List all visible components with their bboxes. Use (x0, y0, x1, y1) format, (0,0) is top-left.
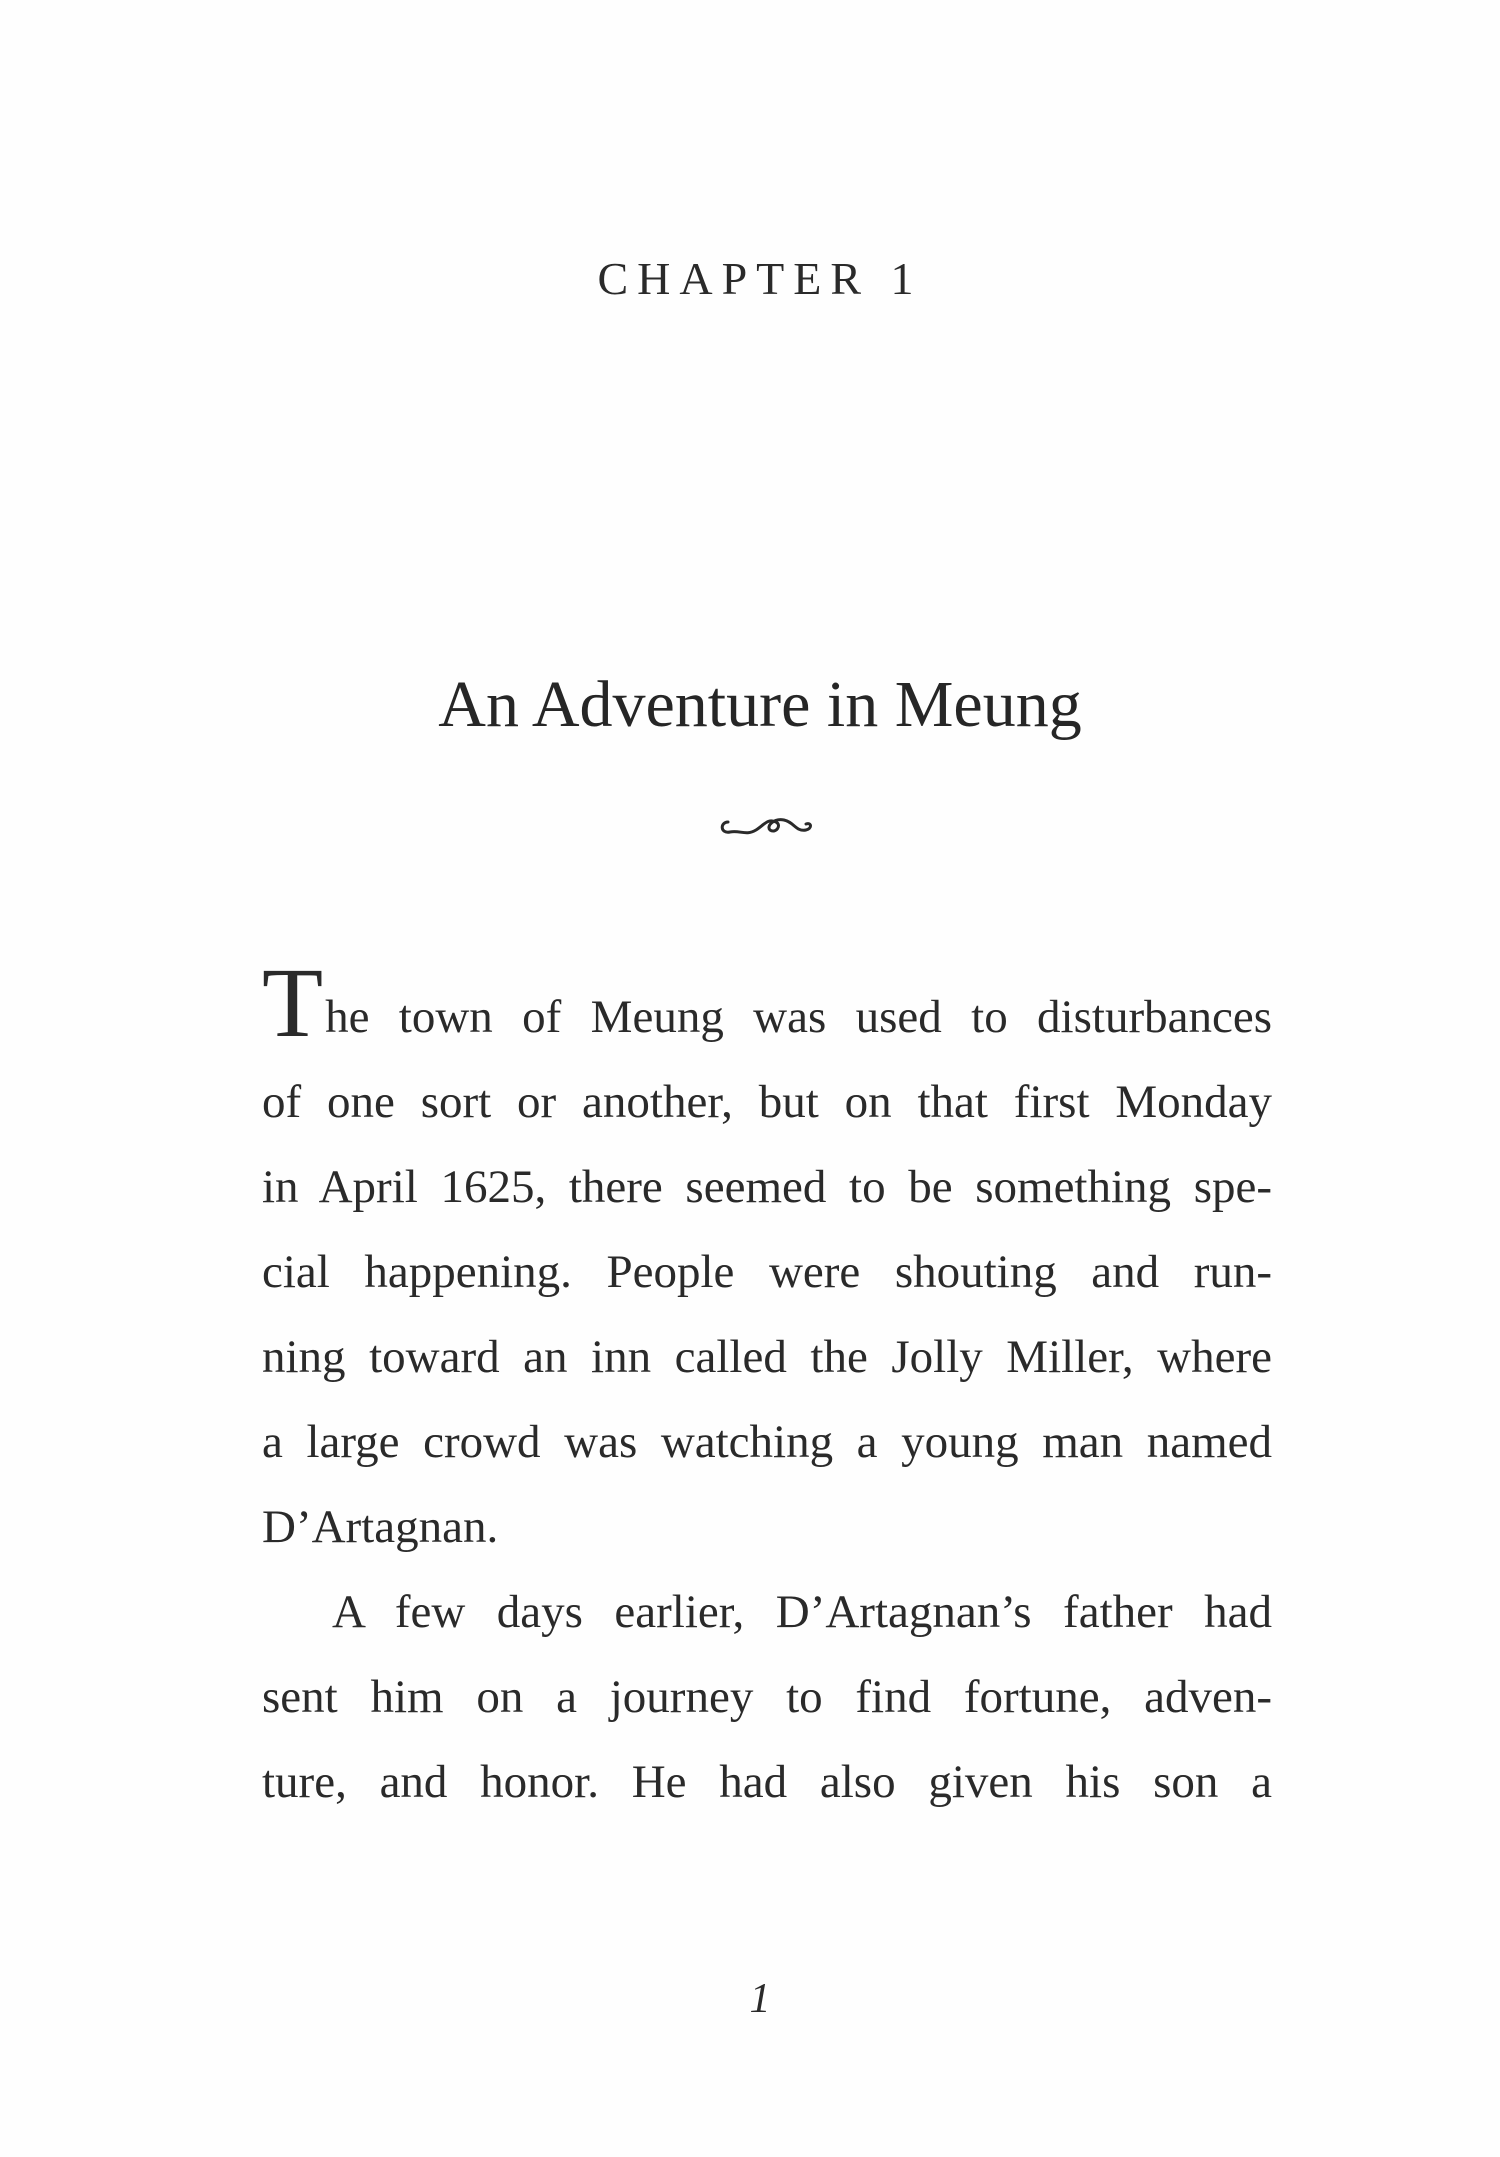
paragraph-1 (262, 947, 1272, 1570)
chapter-label: CHAPTER 1 (597, 253, 923, 304)
text-line: in April 1625, there seemed to be something spe- (262, 1161, 1272, 1213)
text-line (262, 947, 1272, 1060)
text-line (262, 1570, 1272, 1655)
scroll-flourish-icon (716, 808, 816, 844)
text-line: a large crowd was watching a young man named (262, 1416, 1272, 1468)
drop-cap: T (262, 947, 324, 1058)
text-line: ning toward an inn called the Jolly Miller, where (262, 1331, 1272, 1383)
paragraph-2 (262, 1570, 1272, 1825)
text-line: ture, and honor. He had also given his son a (262, 1756, 1272, 1808)
chapter-body (262, 947, 1272, 1825)
page-number: 1 (749, 1976, 771, 2022)
chapter-title: An Adventure in Meung (438, 668, 1082, 741)
text-line: D’Artagnan. (262, 1501, 499, 1553)
text-line-content: A few days earlier, D’Artagnan’s father had (332, 1586, 1272, 1638)
text-line: sent him on a journey to find fortune, adven- (262, 1671, 1272, 1723)
text-line: of one sort or another, but on that first Monday (262, 1076, 1272, 1128)
text-line-content: he town of Meung was used to disturbances (325, 991, 1272, 1043)
text-line: cial happening. People were shouting and run- (262, 1246, 1272, 1298)
